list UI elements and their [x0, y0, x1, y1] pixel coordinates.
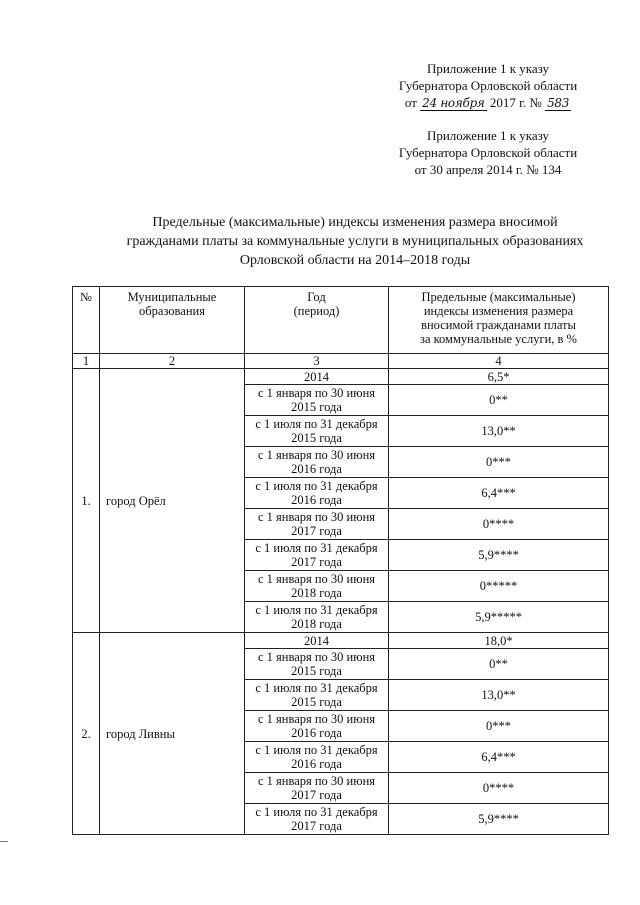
period-line: 2015 года: [291, 695, 342, 709]
period-cell: [245, 602, 389, 633]
appendix-date-line: [340, 94, 636, 112]
period-line: 2017 года: [291, 819, 342, 833]
handwritten-number: 583: [547, 96, 570, 110]
title-line: Предельные (максимальные) индексы изменения размера вносимой: [152, 215, 558, 230]
date-suffix: 2017 г. №: [489, 95, 542, 110]
period-line: с 1 января по 30 июня: [257, 650, 376, 664]
header-num: №: [73, 287, 100, 354]
appendix-line: Приложение 1 к указу: [426, 61, 550, 76]
period-line: с 1 июля по 31 декабря: [255, 681, 378, 695]
appendix-authority: Губернатора Орловской области: [398, 78, 578, 93]
municipality-name: город Орёл: [100, 369, 245, 633]
period-line: 2016 года: [291, 493, 342, 507]
period-line: с 1 января по 30 июня: [257, 712, 376, 726]
header-line: за коммунальные услуги, в %: [420, 332, 577, 346]
period-line: 2017 года: [291, 555, 342, 569]
column-number: 1: [73, 354, 100, 369]
index-value: 0****: [389, 509, 609, 540]
appendix-old-reference: [340, 127, 636, 178]
period-line: с 1 июля по 31 декабря: [255, 417, 378, 431]
index-value: 6,5*: [389, 369, 609, 385]
period-cell: [245, 369, 389, 385]
period-cell: [245, 633, 389, 649]
index-value: 0***: [389, 447, 609, 478]
title-line: Орловской области на 2014–2018 годы: [239, 253, 471, 268]
index-value: 0**: [389, 385, 609, 416]
index-value: 13,0**: [389, 416, 609, 447]
index-value: 5,9****: [389, 804, 609, 835]
title-line: гражданами платы за коммунальные услуги в муниципальных образованиях: [126, 234, 584, 249]
period-line: 2015 года: [291, 400, 342, 414]
period-line: 2018 года: [291, 586, 342, 600]
period-line: с 1 июля по 31 декабря: [255, 541, 378, 555]
index-value: 5,9****: [389, 540, 609, 571]
index-value: 5,9*****: [389, 602, 609, 633]
period-cell: [245, 571, 389, 602]
header-line: вносимой гражданами платы: [421, 318, 576, 332]
period-line: с 1 января по 30 июня: [257, 510, 376, 524]
period-cell: [245, 773, 389, 804]
handwritten-date: 24 ноября: [422, 96, 485, 110]
period-line: 2017 года: [291, 524, 342, 538]
document-title: [95, 213, 615, 270]
index-value: 0****: [389, 773, 609, 804]
index-value: 6,4***: [389, 478, 609, 509]
index-value: 13,0**: [389, 680, 609, 711]
header-line: образования: [139, 304, 205, 318]
header-period: [245, 287, 389, 354]
period-line: с 1 июля по 31 декабря: [255, 743, 378, 757]
period-line: 2015 года: [291, 431, 342, 445]
period-cell: [245, 649, 389, 680]
table-row: [73, 369, 609, 385]
header-line: Муниципальные: [127, 290, 217, 304]
period-cell: [245, 742, 389, 773]
period-cell: [245, 804, 389, 835]
period-line: 2016 года: [291, 462, 342, 476]
column-number: 4: [389, 354, 609, 369]
row-number: 1.: [73, 369, 100, 633]
period-line: с 1 января по 30 июня: [257, 572, 376, 586]
header-municipality: [100, 287, 245, 354]
period-line: 2016 года: [291, 726, 342, 740]
period-cell: [245, 447, 389, 478]
period-line: 2018 года: [291, 617, 342, 631]
period-line: с 1 января по 30 июня: [257, 386, 376, 400]
period-line: с 1 января по 30 июня: [257, 774, 376, 788]
index-value: 0***: [389, 711, 609, 742]
period-line: 2015 года: [291, 664, 342, 678]
scan-mark: [0, 841, 8, 842]
indices-table: [72, 286, 609, 835]
period-line: 2014: [304, 633, 329, 648]
index-value: 6,4***: [389, 742, 609, 773]
appendix-new-reference: [340, 60, 636, 112]
column-number: 2: [100, 354, 245, 369]
header-line: (период): [293, 304, 340, 318]
column-number: 3: [245, 354, 389, 369]
period-line: 2016 года: [291, 757, 342, 771]
period-line: с 1 июля по 31 декабря: [255, 479, 378, 493]
period-cell: [245, 540, 389, 571]
header-index: [389, 287, 609, 354]
header-line: Предельные (максимальные): [421, 290, 576, 304]
period-cell: [245, 478, 389, 509]
date-prefix: от: [404, 95, 417, 110]
header-line: Год: [307, 290, 326, 304]
appendix-date-line: от 30 апреля 2014 г. № 134: [414, 162, 562, 177]
table-row: [73, 633, 609, 649]
index-value: 0**: [389, 649, 609, 680]
period-cell: [245, 711, 389, 742]
period-line: 2017 года: [291, 788, 342, 802]
period-cell: [245, 509, 389, 540]
period-line: с 1 января по 30 июня: [257, 448, 376, 462]
municipality-name: город Ливны: [100, 633, 245, 835]
period-cell: [245, 385, 389, 416]
index-value: 0*****: [389, 571, 609, 602]
appendix-authority: Губернатора Орловской области: [398, 145, 578, 160]
period-line: с 1 июля по 31 декабря: [255, 805, 378, 819]
row-number: 2.: [73, 633, 100, 835]
header-line: индексы изменения размера: [423, 304, 574, 318]
period-cell: [245, 680, 389, 711]
appendix-line: Приложение 1 к указу: [426, 128, 550, 143]
period-line: с 1 июля по 31 декабря: [255, 603, 378, 617]
period-cell: [245, 416, 389, 447]
table-body: [73, 369, 609, 835]
index-value: 18,0*: [389, 633, 609, 649]
period-line: 2014: [304, 369, 329, 384]
